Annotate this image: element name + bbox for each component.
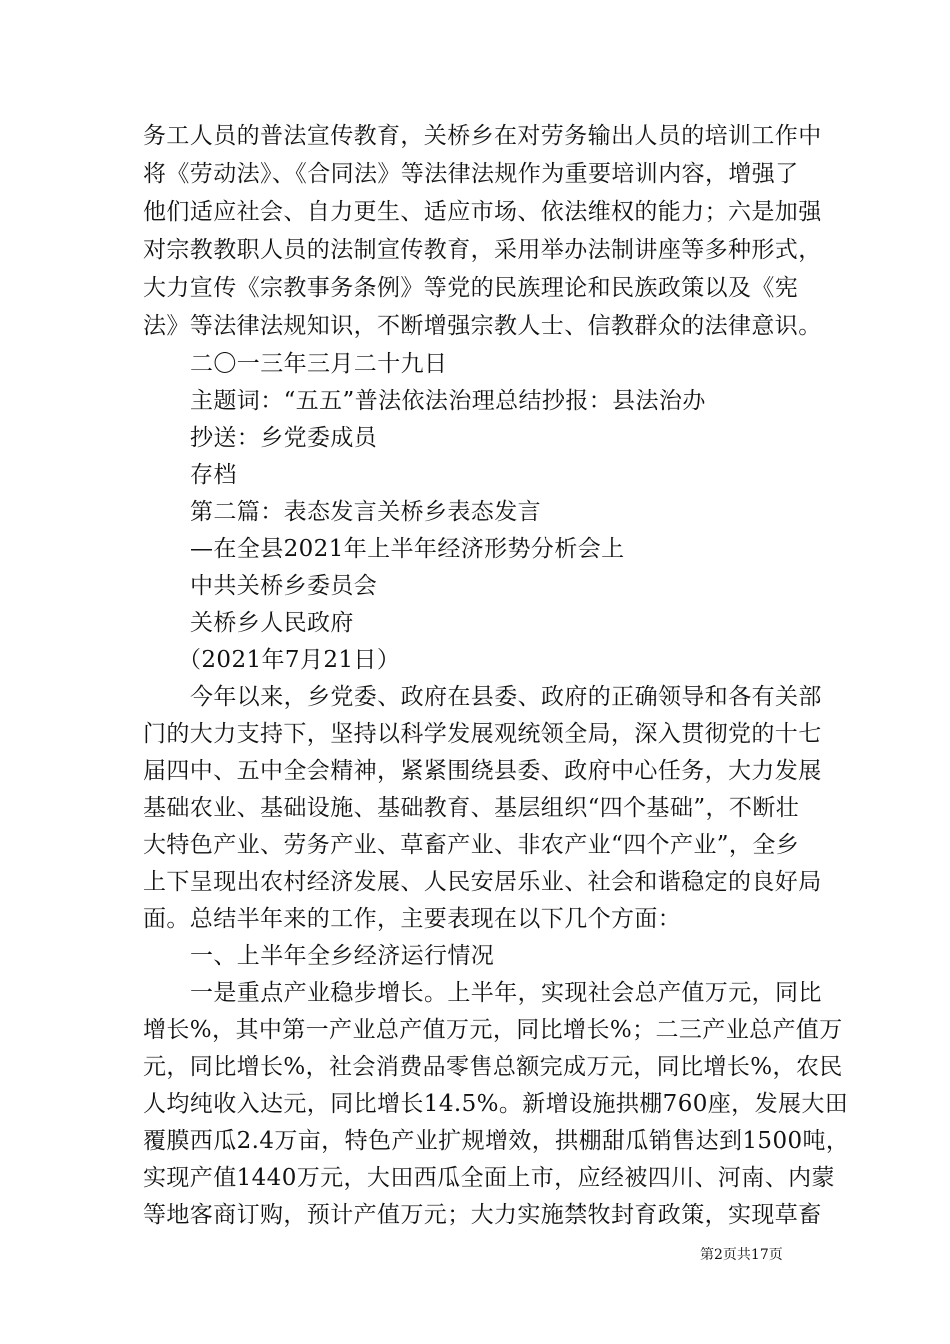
text-line: 元，同比增长%，社会消费品零售总额完成万元，同比增长%，农民 <box>143 1054 843 1080</box>
text-line: 务工人员的普法宣传教育，关桥乡在对劳务输出人员的培训工作中 <box>143 123 822 149</box>
archive-line: 存档 <box>190 462 237 488</box>
text-line: 大力宣传《宗教事务条例》等党的民族理论和民族政策以及《宪 <box>143 275 799 301</box>
text-line: 人均纯收入达元，同比增长14.5%。新增设施拱棚760座，发展大田 <box>143 1091 849 1117</box>
text-line: 面。总结半年来的工作，主要表现在以下几个方面： <box>143 906 682 932</box>
org-line: 中共关桥乡委员会 <box>190 573 378 599</box>
text-line: 对宗教教职人员的法制宣传教育，采用举办法制讲座等多种形式， <box>143 237 822 263</box>
text-line: 上下呈现出农村经济发展、人民安居乐业、社会和谐稳定的良好局 <box>143 869 822 895</box>
org-line: 关桥乡人民政府 <box>190 610 354 636</box>
page-number: 第2页共17页 <box>700 1247 783 1263</box>
text-line: 一是重点产业稳步增长。上半年，实现社会总产值万元，同比 <box>190 980 822 1006</box>
text-line: 增长%，其中第一产业总产值万元，同比增长%；二三产业总产值万 <box>143 1017 843 1043</box>
text-line: 大特色产业、劳务产业、草畜产业、非农产业“四个产业”，全乡 <box>143 832 800 858</box>
heading-line: 一、上半年全乡经济运行情况 <box>190 943 495 969</box>
text-line: 门的大力支持下，坚持以科学发展观统领全局，深入贯彻党的十七 <box>143 721 822 747</box>
text-line: 将《劳动法》、《合同法》等法律法规作为重要培训内容，增强了 <box>143 161 799 187</box>
text-line: 实现产值1440万元，大田西瓜全面上市，应经被四川、河南、内蒙 <box>143 1165 835 1191</box>
date-line: （2021年7月21日） <box>178 647 401 673</box>
text-line: 法》等法律法规知识，不断增强宗教人士、信教群众的法律意识。 <box>143 313 822 339</box>
text-line: 他们适应社会、自力更生、适应市场、依法维权的能力；六是加强 <box>143 199 822 225</box>
subject-line: 主题词：“五五”普法依法治理总结抄报：县法治办 <box>190 388 706 414</box>
text-line: 届四中、五中全会精神，紧紧围绕县委、政府中心任务，大力发展 <box>143 758 822 784</box>
text-line: 等地客商订购，预计产值万元；大力实施禁牧封育政策，实现草畜 <box>143 1202 822 1228</box>
text-line: 今年以来，乡党委、政府在县委、政府的正确领导和各有关部 <box>190 684 822 710</box>
date-line: 二〇一三年三月二十九日 <box>190 351 448 377</box>
text-line: 覆膜西瓜2.4万亩，特色产业扩规增效，拱棚甜瓜销售达到1500吨， <box>143 1128 850 1154</box>
section-title: 第二篇：表态发言关桥乡表态发言 <box>190 499 541 525</box>
subtitle-line: —在全县2021年上半年经济形势分析会上 <box>190 536 625 562</box>
cc-line: 抄送：乡党委成员 <box>190 425 378 451</box>
text-line: 基础农业、基础设施、基础教育、基层组织“四个基础”，不断壮 <box>143 795 800 821</box>
